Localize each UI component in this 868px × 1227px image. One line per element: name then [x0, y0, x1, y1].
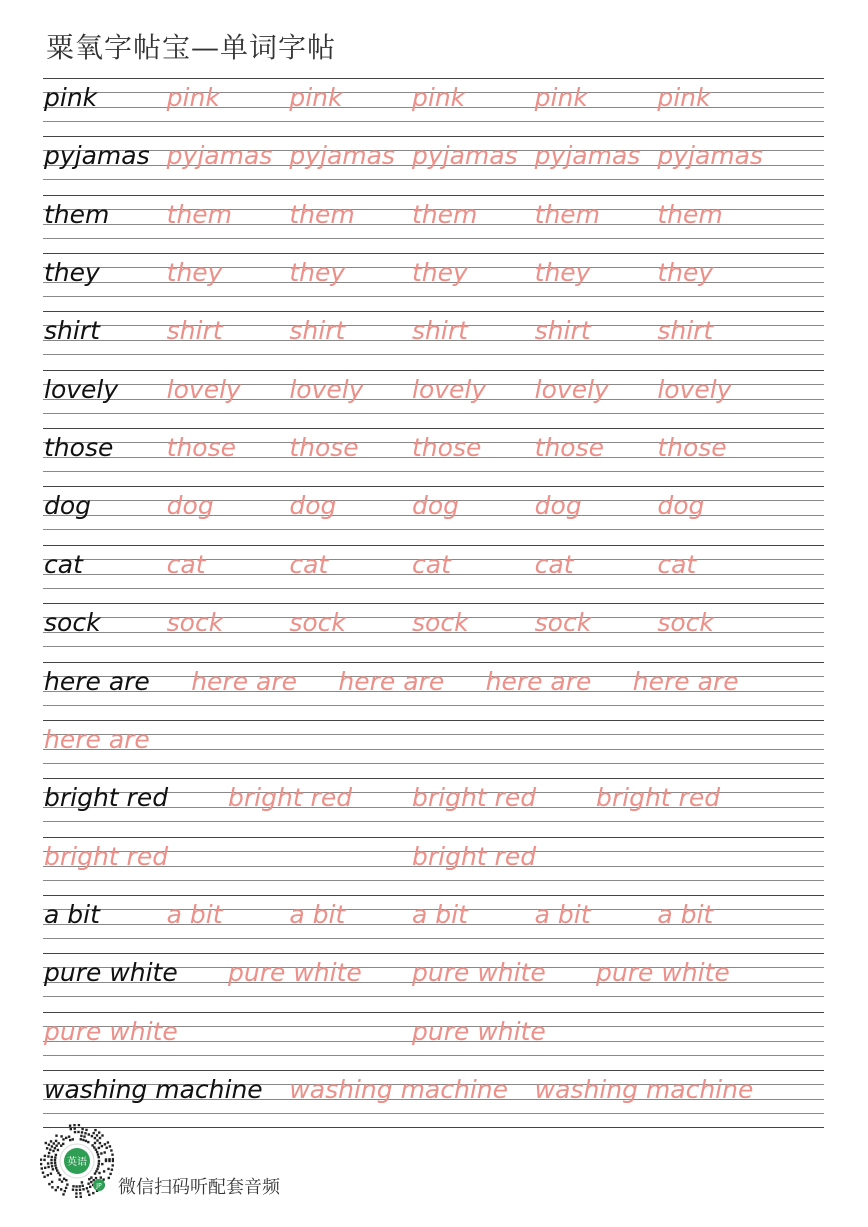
qr-dot: [107, 1168, 109, 1170]
qr-dot: [54, 1159, 56, 1161]
trace-word: them: [534, 199, 601, 229]
qr-dot: [58, 1142, 60, 1144]
writing-row: [0, 428, 868, 486]
qr-dot: [104, 1151, 106, 1153]
qr-dot: [104, 1143, 106, 1145]
trace-word: lovely: [289, 374, 364, 404]
qr-dot: [96, 1151, 98, 1153]
qr-dot: [77, 1131, 79, 1133]
qr-dot: [44, 1155, 46, 1157]
qr-dot: [51, 1165, 53, 1167]
qr-dot: [47, 1166, 49, 1168]
guide-rule: [43, 179, 824, 180]
model-word: they: [44, 258, 100, 288]
qr-dot: [97, 1165, 99, 1167]
row-top-rule: [43, 195, 824, 196]
qr-dot: [60, 1188, 62, 1190]
qr-dot: [96, 1134, 98, 1136]
model-word: lovely: [44, 374, 119, 404]
trace-word: those: [166, 433, 237, 463]
qr-dot: [94, 1172, 96, 1174]
qr-dot: [88, 1178, 90, 1180]
qr-dot: [82, 1188, 84, 1190]
qr-dot: [50, 1162, 52, 1164]
qr-dot: [98, 1156, 100, 1158]
guide-rule: [43, 821, 824, 822]
trace-word: those: [657, 433, 727, 463]
page-title: 粟氧字帖宝—单词字帖: [46, 31, 337, 64]
writing-row: [0, 895, 868, 953]
qr-dot: [105, 1158, 107, 1160]
row-top-rule: [43, 428, 824, 429]
trace-word: a bit: [534, 899, 591, 929]
writing-row: [0, 78, 868, 136]
trace-word: bright red: [412, 841, 537, 871]
qr-dot: [52, 1168, 54, 1170]
qr-dot: [93, 1132, 95, 1134]
qr-dot: [108, 1177, 110, 1179]
trace-word: sock: [289, 608, 346, 638]
guide-rule: [43, 880, 824, 881]
trace-word: bright red: [44, 841, 169, 871]
row-top-rule: [43, 545, 824, 546]
row-top-rule: [43, 720, 824, 721]
qr-dot: [94, 1129, 96, 1131]
qr-dot: [48, 1183, 50, 1185]
qr-dot: [100, 1176, 102, 1178]
qr-dot: [82, 1139, 84, 1141]
qr-dot: [109, 1173, 111, 1175]
trace-word: dog: [657, 491, 705, 521]
qr-dot: [66, 1183, 68, 1185]
model-word: pink: [44, 83, 98, 112]
qr-dot: [80, 1138, 82, 1140]
qr-dot: [99, 1137, 101, 1139]
trace-word: pyjamas: [657, 141, 763, 171]
writing-row: [0, 370, 868, 428]
qr-dot: [59, 1174, 61, 1176]
qr-dot: [75, 1189, 77, 1191]
trace-word: those: [534, 433, 605, 463]
qr-dot: [98, 1131, 100, 1133]
trace-word: sock: [657, 608, 714, 638]
qr-dot: [41, 1167, 43, 1169]
trace-word: lovely: [166, 374, 241, 404]
qr-logo-label: JP: [96, 1182, 102, 1190]
model-word: a bit: [44, 899, 100, 929]
trace-word: shirt: [412, 316, 468, 346]
qr-dot: [80, 1196, 82, 1198]
qr-dot: [72, 1185, 74, 1187]
trace-word: a bit: [412, 899, 468, 929]
qr-dot: [44, 1167, 46, 1169]
qr-dot: [62, 1138, 64, 1140]
qr-dot: [65, 1179, 67, 1181]
trace-word: pyjamas: [289, 141, 395, 171]
model-word: bright red: [44, 783, 169, 813]
writing-row: [0, 837, 868, 895]
qr-dot: [84, 1132, 86, 1134]
qr-dot: [93, 1146, 95, 1148]
qr-dot: [82, 1185, 84, 1187]
trace-word: they: [289, 258, 346, 288]
qr-dot: [95, 1177, 97, 1179]
qr-dot: [79, 1192, 81, 1194]
qr-dot: [107, 1141, 109, 1143]
qr-badge-label: 英语: [67, 1157, 87, 1168]
qr-dot: [75, 1192, 77, 1194]
qr-dot: [55, 1140, 57, 1142]
trace-word: bright red: [596, 783, 721, 813]
row-top-rule: [43, 370, 824, 371]
trace-word: sock: [412, 608, 469, 638]
qr-dot: [46, 1147, 48, 1149]
qr-dot: [69, 1139, 71, 1141]
trace-word: here are: [632, 666, 739, 696]
trace-word: dog: [534, 491, 582, 521]
trace-word: they: [657, 258, 714, 288]
qr-dot: [47, 1174, 49, 1176]
qr-dot: [106, 1147, 108, 1149]
qr-dot: [58, 1178, 60, 1180]
qr-dot: [109, 1145, 111, 1147]
qr-dot: [87, 1183, 89, 1185]
guide-rule: [43, 763, 824, 764]
qr-dot: [55, 1189, 57, 1191]
trace-word: those: [412, 433, 482, 463]
writing-row: [0, 136, 868, 194]
trace-word: them: [166, 199, 233, 229]
qr-dot: [95, 1170, 97, 1172]
qr-dot: [55, 1167, 57, 1169]
writing-row: [0, 778, 868, 836]
model-word: cat: [44, 549, 83, 579]
trace-word: here are: [191, 666, 297, 696]
qr-dot: [50, 1140, 52, 1142]
qr-dot: [40, 1163, 42, 1165]
qr-dot: [92, 1192, 94, 1194]
qr-dot: [101, 1145, 103, 1147]
qr-dot: [81, 1181, 83, 1183]
trace-word: here are: [485, 666, 592, 696]
guide-rule: [43, 588, 824, 589]
qr-dot: [85, 1129, 87, 1131]
trace-word: sock: [534, 608, 592, 638]
model-word: pyjamas: [44, 141, 150, 171]
qr-dot: [43, 1176, 45, 1178]
qr-dot: [87, 1190, 89, 1192]
row-top-rule: [43, 1070, 824, 1071]
row-top-rule: [43, 953, 824, 954]
trace-word: pure white: [596, 958, 730, 988]
qr-dot: [69, 1125, 71, 1127]
guide-rule: [43, 996, 824, 997]
qr-dot: [97, 1153, 99, 1155]
writing-row: [0, 1012, 868, 1070]
trace-word: pink: [657, 83, 711, 112]
qr-dot: [55, 1154, 57, 1156]
trace-word: they: [166, 258, 223, 288]
qr-dot: [98, 1172, 100, 1174]
qr-dot: [57, 1149, 59, 1151]
guide-rule: [43, 354, 824, 355]
qr-dot: [96, 1139, 98, 1141]
model-word: those: [44, 433, 114, 463]
qr-dot: [65, 1187, 67, 1189]
writing-row: [0, 662, 868, 720]
qr-dot: [79, 1189, 81, 1191]
qr-dot: [98, 1147, 100, 1149]
trace-word: cat: [657, 549, 697, 579]
qr-dot: [48, 1152, 50, 1154]
trace-word: pure white: [412, 958, 546, 988]
writing-row: [0, 1070, 868, 1128]
trace-word: them: [412, 199, 478, 229]
trace-word: here are: [338, 666, 445, 696]
trace-word: shirt: [534, 316, 591, 346]
qr-dot: [56, 1169, 58, 1171]
qr-dot: [62, 1193, 64, 1195]
row-top-rule: [43, 662, 824, 663]
trace-word: pyjamas: [412, 141, 518, 171]
qr-dot: [47, 1162, 49, 1164]
trace-word: shirt: [657, 316, 714, 346]
writing-row: [0, 720, 868, 778]
model-word: here are: [44, 666, 150, 696]
writing-row: [0, 253, 868, 311]
qr-dot: [49, 1149, 51, 1151]
trace-word: shirt: [166, 316, 223, 346]
trace-word: dog: [289, 491, 337, 521]
trace-word: them: [657, 199, 723, 229]
trace-word: washing machine: [289, 1074, 509, 1104]
qr-dot: [62, 1143, 64, 1145]
qr-dot: [52, 1150, 54, 1152]
qr-dot: [55, 1135, 57, 1137]
row-top-rule: [43, 78, 824, 79]
qr-dot: [50, 1159, 52, 1161]
qr-dot: [90, 1176, 92, 1178]
trace-word: bright red: [228, 783, 353, 813]
qr-dot: [87, 1141, 89, 1143]
qr-dot: [91, 1144, 93, 1146]
trace-word: a bit: [166, 899, 223, 929]
trace-word: washing machine: [534, 1074, 754, 1104]
trace-word: they: [534, 258, 591, 288]
footer: [40, 1124, 340, 1204]
qr-dot: [98, 1163, 100, 1165]
trace-word: lovely: [412, 374, 487, 404]
writing-row: [0, 311, 868, 369]
qr-dot: [75, 1185, 77, 1187]
qr-dot: [111, 1169, 113, 1171]
qr-dot: [101, 1163, 103, 1165]
row-top-rule: [43, 837, 824, 838]
trace-word: pink: [412, 83, 466, 112]
row-top-rule: [43, 1012, 824, 1013]
guide-rule: [43, 938, 824, 939]
qr-dot: [111, 1154, 113, 1156]
qr-dot: [68, 1136, 70, 1138]
qr-dot: [90, 1181, 92, 1183]
trace-word: pink: [166, 83, 220, 112]
qr-dot: [70, 1128, 72, 1130]
qr-dot: [43, 1159, 45, 1161]
guide-rule: [43, 471, 824, 472]
qr-dot: [47, 1155, 49, 1157]
qr-dot: [72, 1189, 74, 1191]
qr-dot: [98, 1160, 100, 1162]
qr-dot: [103, 1170, 105, 1172]
trace-word: bright red: [412, 783, 537, 813]
qr-dot: [57, 1186, 59, 1188]
trace-word: dog: [412, 491, 460, 521]
qr-dot: [83, 1135, 85, 1137]
trace-word: shirt: [289, 316, 346, 346]
qr-dot: [65, 1137, 67, 1139]
qr-dot: [74, 1131, 76, 1133]
qr-dot: [54, 1162, 56, 1164]
qr-dot: [53, 1142, 55, 1144]
qr-dot: [45, 1142, 47, 1144]
model-word: shirt: [44, 316, 100, 346]
trace-word: a bit: [657, 899, 714, 929]
trace-word: lovely: [534, 374, 609, 404]
trace-word: them: [289, 199, 355, 229]
qr-dot: [89, 1186, 91, 1188]
trace-word: here are: [44, 724, 150, 754]
guide-rule: [43, 1055, 824, 1056]
trace-word: cat: [534, 549, 574, 579]
trace-word: pure white: [228, 958, 362, 988]
guide-rule: [43, 296, 824, 297]
trace-word: dog: [166, 491, 214, 521]
qr-dot: [94, 1142, 96, 1144]
qr-dot: [85, 1140, 87, 1142]
row-top-rule: [43, 603, 824, 604]
qr-dot: [75, 1196, 77, 1198]
qr-dot: [42, 1172, 44, 1174]
qr-dot: [86, 1187, 88, 1189]
qr-dot: [88, 1194, 90, 1196]
scan-instruction: 微信扫码听配套音频: [118, 1177, 280, 1198]
trace-word: pyjamas: [534, 141, 641, 171]
guide-rule: [43, 705, 824, 706]
guide-rule: [43, 238, 824, 239]
writing-row: [0, 953, 868, 1011]
trace-word: those: [289, 433, 359, 463]
trace-word: cat: [166, 549, 206, 579]
qr-dot: [110, 1149, 112, 1151]
qr-dot: [73, 1124, 75, 1126]
trace-word: cat: [412, 549, 451, 579]
qr-dot: [101, 1134, 103, 1136]
writing-row: [0, 603, 868, 661]
qr-dot: [40, 1159, 42, 1161]
qr-dot: [51, 1181, 53, 1183]
qr-dot: [100, 1152, 102, 1154]
qr-dot: [108, 1158, 110, 1160]
row-top-rule: [43, 778, 824, 779]
qr-dot: [88, 1133, 90, 1135]
model-word: sock: [44, 608, 101, 638]
row-top-rule: [43, 895, 824, 896]
trace-word: cat: [289, 549, 329, 579]
qr-dot: [63, 1178, 65, 1180]
row-top-rule: [43, 253, 824, 254]
trace-word: pure white: [412, 1016, 546, 1046]
writing-row: [0, 545, 868, 603]
qr-dot: [60, 1135, 62, 1137]
model-word: washing machine: [44, 1074, 263, 1104]
qr-dot: [78, 1124, 80, 1126]
qr-dot: [81, 1128, 83, 1130]
guide-rule: [43, 529, 824, 530]
trace-word: pure white: [44, 1016, 178, 1046]
qr-dot: [51, 1145, 53, 1147]
qr-dot: [112, 1164, 114, 1166]
qr-dot: [79, 1185, 81, 1187]
qr-dot: [99, 1142, 101, 1144]
writing-row: [0, 486, 868, 544]
trace-word: pink: [289, 83, 343, 112]
qr-dot: [54, 1164, 56, 1166]
qr-dot: [112, 1158, 114, 1160]
guide-rule: [43, 646, 824, 647]
qr-code[interactable]: [40, 1124, 114, 1198]
qr-dot: [48, 1144, 50, 1146]
model-word: dog: [44, 491, 92, 521]
qr-dot: [61, 1180, 63, 1182]
guide-rule: [43, 121, 824, 122]
row-top-rule: [43, 486, 824, 487]
row-top-rule: [43, 311, 824, 312]
qr-dot: [55, 1145, 57, 1147]
trace-word: pyjamas: [166, 141, 273, 171]
model-word: pure white: [44, 958, 178, 988]
qr-dot: [57, 1172, 59, 1174]
qr-dot: [72, 1138, 74, 1140]
qr-dot: [94, 1137, 96, 1139]
writing-row: [0, 195, 868, 253]
qr-dot: [54, 1156, 56, 1158]
trace-word: pink: [534, 83, 588, 112]
qr-dot: [51, 1186, 53, 1188]
qr-dot: [74, 1127, 76, 1129]
qr-dot: [64, 1190, 66, 1192]
guide-rule: [43, 734, 824, 735]
trace-word: sock: [166, 608, 224, 638]
guide-rule: [43, 1113, 824, 1114]
qr-dot: [80, 1135, 82, 1137]
qr-dot: [81, 1131, 83, 1133]
qr-dot: [91, 1135, 93, 1137]
qr-dot: [95, 1149, 97, 1151]
qr-dot: [96, 1168, 98, 1170]
trace-word: lovely: [657, 374, 732, 404]
guide-rule: [43, 413, 824, 414]
model-word: them: [44, 199, 110, 229]
trace-word: they: [412, 258, 468, 288]
qr-dot: [51, 1156, 53, 1158]
qr-dot: [50, 1173, 52, 1175]
qr-dot: [54, 1147, 56, 1149]
guide-rule: [43, 749, 824, 750]
row-top-rule: [43, 136, 824, 137]
trace-word: a bit: [289, 899, 346, 929]
